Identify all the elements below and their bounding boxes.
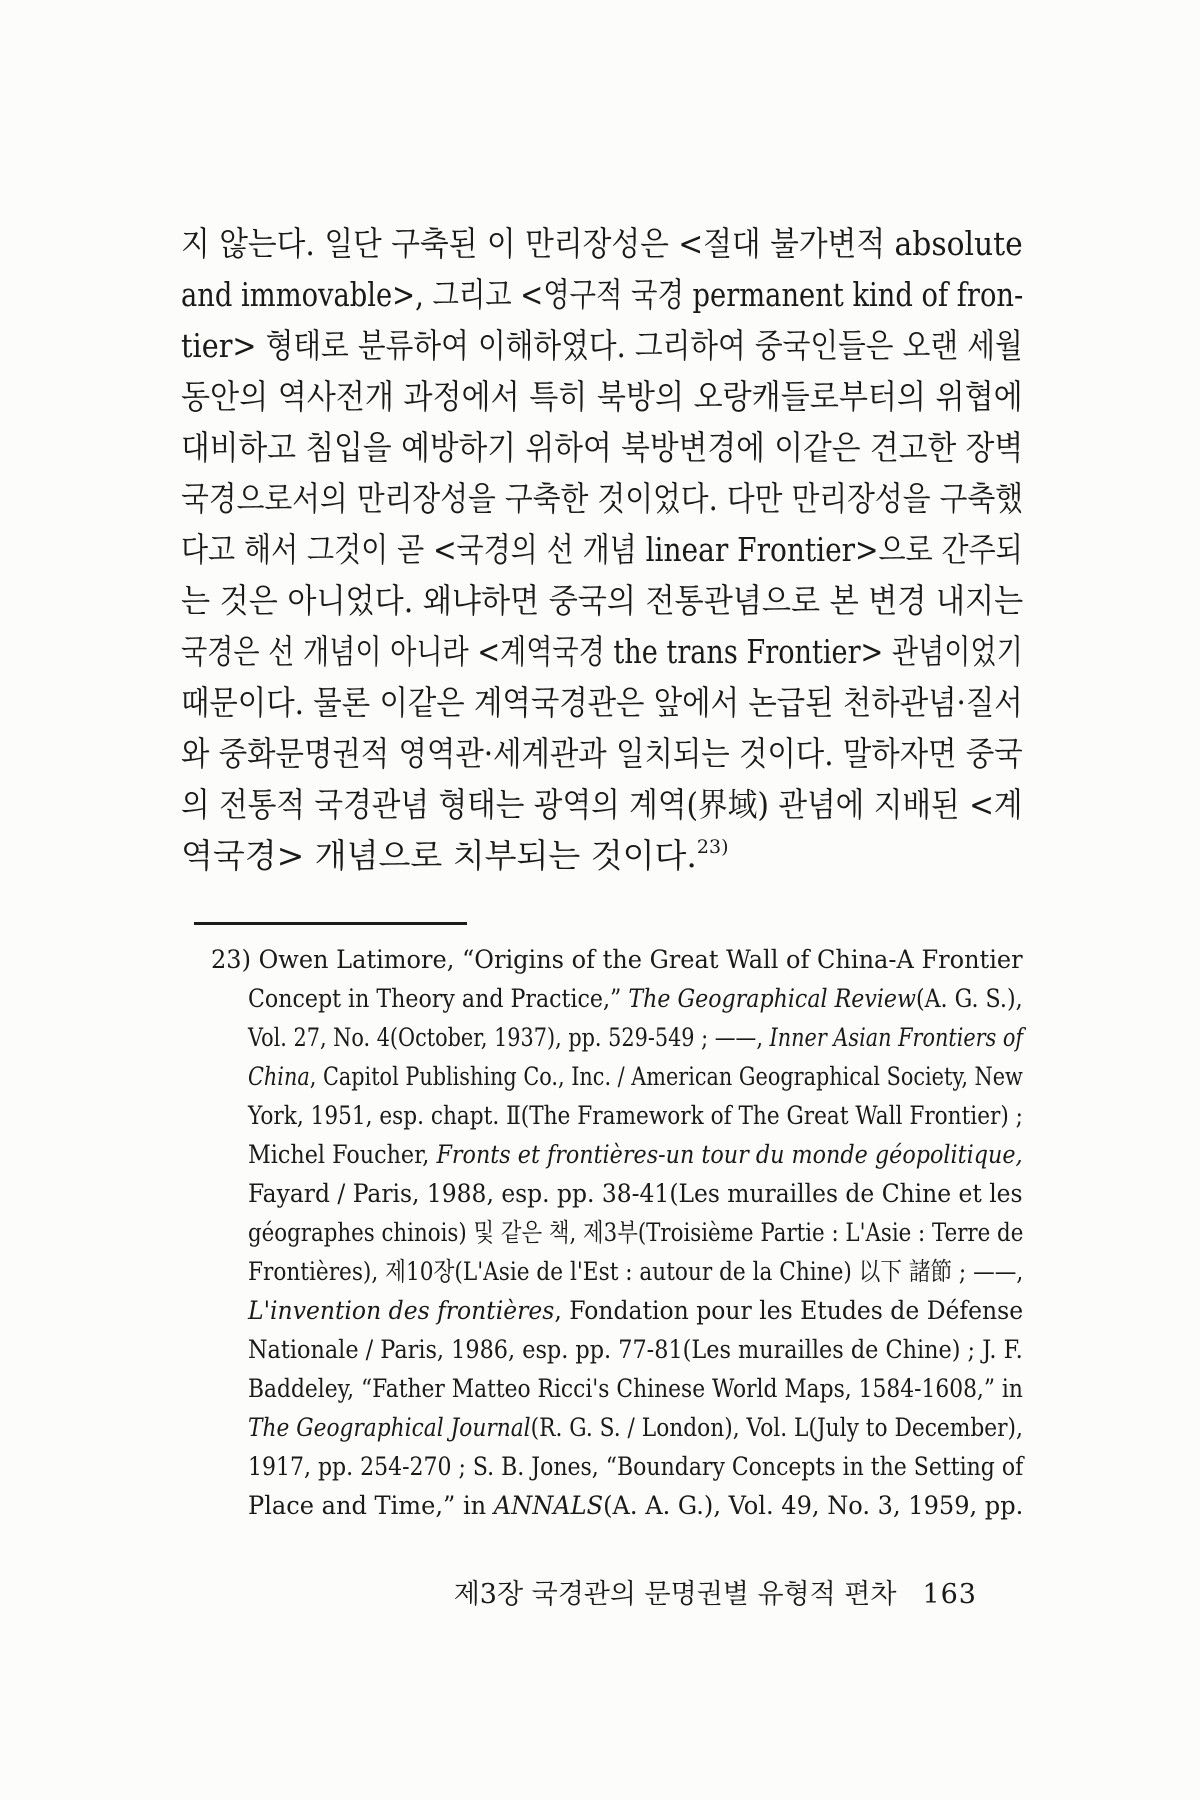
body-text: [181, 218, 1023, 881]
text-line: Concept in Theory and Practice,” The Geographical Review(A. G. S.),: [248, 984, 1023, 1013]
text-line: Vol. 27, No. 4(October, 1937), pp. 529-549 ; ——, Inner Asian Frontiers of: [248, 1023, 1024, 1052]
text-line: China, Capitol Publishing Co., Inc. / American Geographical Society, New: [248, 1062, 1023, 1091]
footnote-separator: [194, 922, 467, 925]
text-line: 는 것은 아니었다. 왜냐하면 중국의 전통관념으로 본 변경 내지는: [181, 581, 1024, 620]
text-line: York, 1951, esp. chapt. Ⅱ(The Framework of The Great Wall Frontier) ;: [248, 1101, 1023, 1130]
footer-chapter-title: 제3장 국경관의 문명권별 유형적 편차: [453, 1579, 897, 1610]
text-line: 때문이다. 물론 이같은 계역국경관은 앞에서 논급된 천하관념·질서: [181, 683, 1023, 722]
text-line: Frontières), 제10장(L'Asie de l'Est : autour de la Chine) 以下 諸節 ; ——,: [248, 1257, 1024, 1286]
text-line: 와 중화문명권적 영역관·세계관과 일치되는 것이다. 말하자면 중국: [181, 734, 1023, 773]
text-line: Fayard / Paris, 1988, esp. pp. 38-41(Les murailles de Chine et les: [248, 1179, 1023, 1208]
text-line: 의 전통적 국경관념 형태는 광역의 계역(界域) 관념에 지배된 <계: [181, 785, 1023, 824]
text-line: The Geographical Journal(R. G. S. / London), Vol. L(July to December),: [248, 1413, 1023, 1442]
text-line: 지 않는다. 일단 구축된 이 만리장성은 <절대 불가변적 absolute: [181, 224, 1023, 263]
footer-page-number: 163: [922, 1579, 977, 1610]
text-line: Michel Foucher, Fronts et frontières-un tour du monde géopolitique,: [248, 1140, 1023, 1169]
text-line: Baddeley, “Father Matteo Ricci's Chinese World Maps, 1584-1608,” in: [248, 1374, 1023, 1403]
text-line: 국경은 선 개념이 아니라 <계역국경 the trans Frontier> 관념이었기: [181, 632, 1023, 671]
text-line: 국경으로서의 만리장성을 구축한 것이었다. 다만 만리장성을 구축했: [181, 479, 1024, 518]
text-line: L'invention des frontières, Fondation pour les Etudes de Défense: [248, 1296, 1024, 1325]
text-line: and immovable>, 그리고 <영구적 국경 permanent kind of fron-: [181, 275, 1024, 314]
text-line: Place and Time,” in ANNALS(A. A. G.), Vol. 49, No. 3, 1959, pp.: [248, 1491, 1024, 1520]
text-line: 대비하고 침입을 예방하기 위하여 북방변경에 이같은 견고한 장벽: [181, 428, 1024, 467]
text-line: 23) Owen Latimore, “Origins of the Great Wall of China-A Frontier: [211, 945, 1023, 974]
text-line: géographes chinois) 및 같은 책, 제3부(Troisième Partie : L'Asie : Terre de: [248, 1218, 1024, 1247]
text-line: tier> 형태로 분류하여 이해하였다. 그리하여 중국인들은 오랜 세월: [181, 326, 1023, 365]
text-line: 동안의 역사전개 과정에서 특히 북방의 오랑캐들로부터의 위협에: [181, 377, 1023, 416]
text-line: 역국경> 개념으로 치부되는 것이다.$^{23)}$: [181, 836, 729, 875]
text-line: Nationale / Paris, 1986, esp. pp. 77-81(Les murailles de Chine) ; J. F.: [248, 1335, 1023, 1364]
footnote-text: [180, 940, 1023, 1525]
text-line: 다고 해서 그것이 곧 <국경의 선 개념 linear Frontier>으로 간주되: [181, 530, 1023, 569]
text-line: 1917, pp. 254-270 ; S. B. Jones, “Boundary Concepts in the Setting of: [248, 1452, 1024, 1481]
page-footer: [454, 1572, 977, 1611]
